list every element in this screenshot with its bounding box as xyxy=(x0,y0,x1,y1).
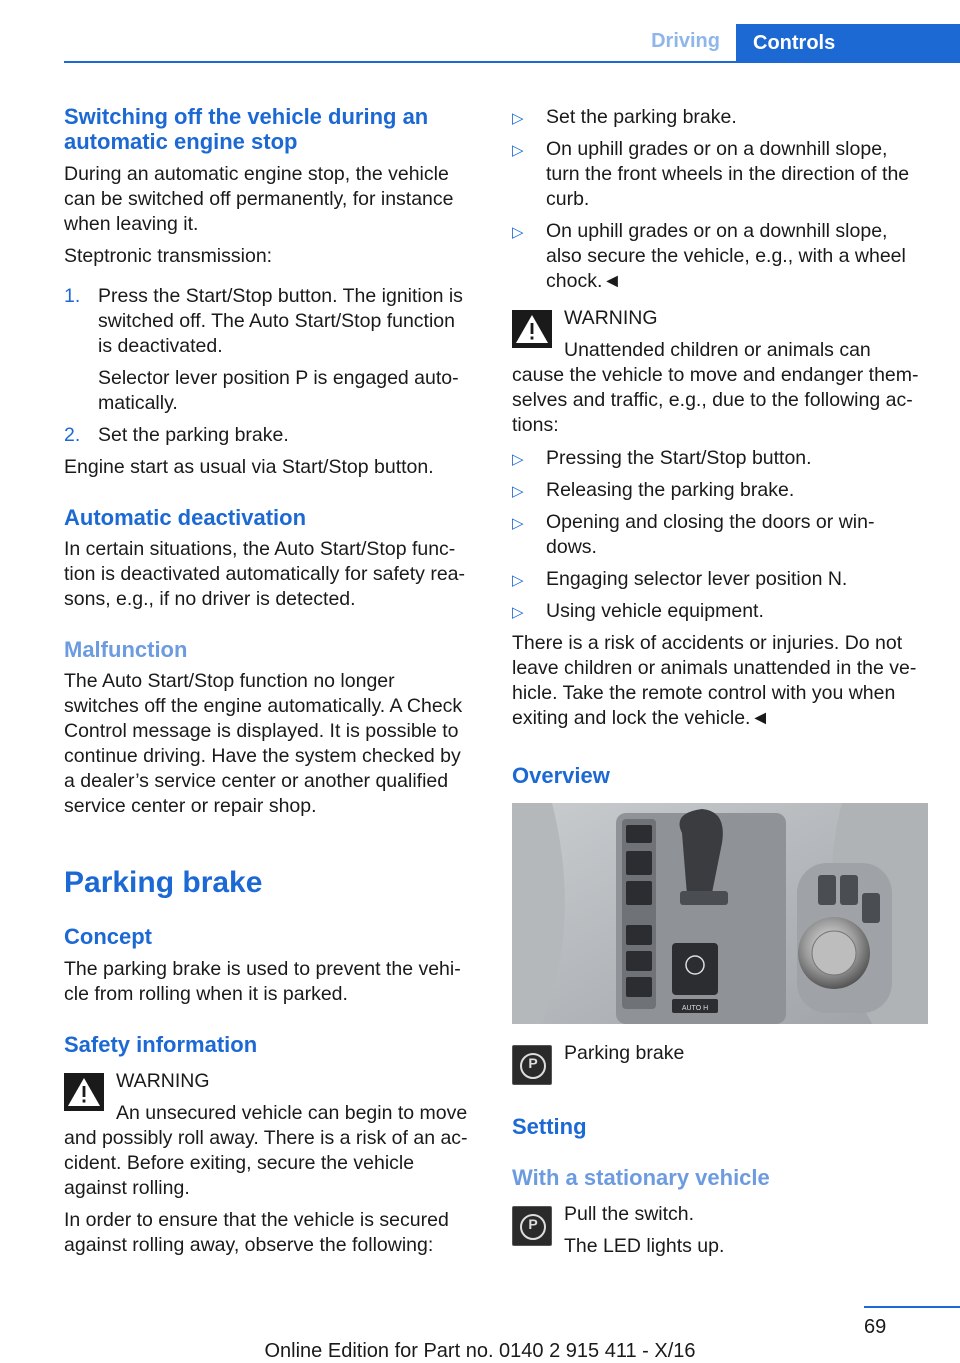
text-line: The parking brake is used to prevent the vehi- xyxy=(64,958,461,980)
bullet-text: chock.◄ xyxy=(546,270,622,292)
text-line: can be switched off permanently, for instance xyxy=(64,188,454,210)
text-line: Engine start as usual via Start/Stop button. xyxy=(64,456,434,478)
text-line: continue driving. Have the system checked by xyxy=(64,745,461,767)
icon-caption: Parking brake xyxy=(564,1042,685,1064)
bullet-triangle: ▷ xyxy=(512,110,524,127)
heading-malfunction: Malfunction xyxy=(64,637,188,662)
warning-text: Unattended children or animals can xyxy=(564,339,871,361)
footer-rule xyxy=(864,1306,960,1308)
step-text: switched off. The Auto Start/Stop function xyxy=(98,310,455,332)
warning-text: selves and traffic, e.g., due to the following ac- xyxy=(512,389,913,411)
bullet-triangle: ▷ xyxy=(512,451,524,468)
bullet-text: On uphill grades or on a downhill slope, xyxy=(546,138,888,160)
bullet-text: Set the parking brake. xyxy=(546,106,737,128)
heading-parking-brake: Parking brake xyxy=(64,866,263,899)
text-line: In order to ensure that the vehicle is secured xyxy=(64,1209,449,1231)
heading-overview: Overview xyxy=(512,763,610,788)
text-line: switches off the engine automatically. A Check xyxy=(64,695,463,717)
bullet-text: Using vehicle equipment. xyxy=(546,600,764,622)
text-line: when leaving it. xyxy=(64,213,199,235)
bullet-triangle: ▷ xyxy=(512,604,524,621)
text-line: leave children or animals unattended in the ve- xyxy=(512,657,917,679)
text-line: During an automatic engine stop, the vehicle xyxy=(64,163,449,185)
warning-icon xyxy=(512,310,552,348)
heading-safety-information: Safety information xyxy=(64,1032,258,1057)
text-line: exiting and lock the vehicle.◄ xyxy=(512,707,770,729)
step-number: 1. xyxy=(64,285,81,307)
footer-edition: Online Edition for Part no. 0140 2 915 411 - X/16 xyxy=(264,1340,696,1362)
text-line: There is a risk of accidents or injuries. Do not xyxy=(512,632,903,654)
bullet-text: dows. xyxy=(546,536,597,558)
text-line: The Auto Start/Stop function no longer xyxy=(64,670,395,692)
header-chapter: Controls xyxy=(736,24,960,62)
text-line: Steptronic transmission: xyxy=(64,245,273,267)
warning-text: against rolling. xyxy=(64,1177,190,1199)
bullet-text: Releasing the parking brake. xyxy=(546,479,795,501)
bullet-text: On uphill grades or on a downhill slope, xyxy=(546,220,888,242)
bullet-text: turn the front wheels in the direction of the xyxy=(546,163,910,185)
warning-title: WARNING xyxy=(564,307,658,329)
bullet-triangle: ▷ xyxy=(512,572,524,589)
warning-icon xyxy=(64,1073,104,1111)
heading-concept: Concept xyxy=(64,924,152,949)
step-text: Set the parking brake. xyxy=(98,424,289,446)
text-line: a dealer’s service center or another qualified xyxy=(64,770,449,792)
step-text: Press the Start/Stop button. The ignition is xyxy=(98,285,463,307)
warning-text: cident. Before exiting, secure the vehicle xyxy=(64,1152,415,1174)
warning-text: An unsecured vehicle can begin to move xyxy=(116,1102,468,1124)
warning-title: WARNING xyxy=(116,1070,210,1092)
center-console-photo xyxy=(512,803,928,1024)
parking-brake-icon: P xyxy=(512,1206,552,1246)
text-line: hicle. Take the remote control with you when xyxy=(512,682,896,704)
page-number: 69 xyxy=(864,1316,887,1338)
heading-stationary: With a stationary vehicle xyxy=(512,1165,770,1190)
bullet-text: also secure the vehicle, e.g., with a wheel xyxy=(546,245,906,267)
warning-text: tions: xyxy=(512,414,559,436)
heading-switch-off: Switching off the vehicle during an automatic engine stop xyxy=(64,104,429,154)
text-line: cle from rolling when it is parked. xyxy=(64,983,348,1005)
text-line: tion is deactivated automatically for safety rea- xyxy=(64,563,466,585)
step-text: Selector lever position P is engaged auto- xyxy=(98,367,459,389)
text-line: sons, e.g., if no driver is detected. xyxy=(64,588,356,610)
heading-setting: Setting xyxy=(512,1114,587,1139)
text-line: Control message is displayed. It is possible to xyxy=(64,720,459,742)
bullet-triangle: ▷ xyxy=(512,515,524,532)
text-line: In certain situations, the Auto Start/Stop func- xyxy=(64,538,456,560)
auto-hold-label: AUTO H xyxy=(681,1005,709,1012)
bullet-text: Pressing the Start/Stop button. xyxy=(546,447,812,469)
heading-automatic-deactivation: Automatic deactivation xyxy=(64,505,307,530)
bullet-text: curb. xyxy=(546,188,590,210)
warning-text: cause the vehicle to move and endanger them- xyxy=(512,364,919,386)
bullet-text: Engaging selector lever position N. xyxy=(546,568,848,590)
header-section: Driving xyxy=(651,30,720,52)
bullet-text: Opening and closing the doors or win- xyxy=(546,511,875,533)
instruction-text: The LED lights up. xyxy=(564,1235,725,1257)
instruction-text: Pull the switch. xyxy=(564,1203,695,1225)
parking-brake-icon: P xyxy=(512,1045,552,1085)
bullet-triangle: ▷ xyxy=(512,142,524,159)
step-text: matically. xyxy=(98,392,178,414)
text-line: against rolling away, observe the following: xyxy=(64,1234,434,1256)
warning-text: and possibly roll away. There is a risk of an ac- xyxy=(64,1127,468,1149)
step-text: is deactivated. xyxy=(98,335,223,357)
step-number: 2. xyxy=(64,424,81,446)
text-line: service center or repair shop. xyxy=(64,795,317,817)
bullet-triangle: ▷ xyxy=(512,483,524,500)
bullet-triangle: ▷ xyxy=(512,224,524,241)
